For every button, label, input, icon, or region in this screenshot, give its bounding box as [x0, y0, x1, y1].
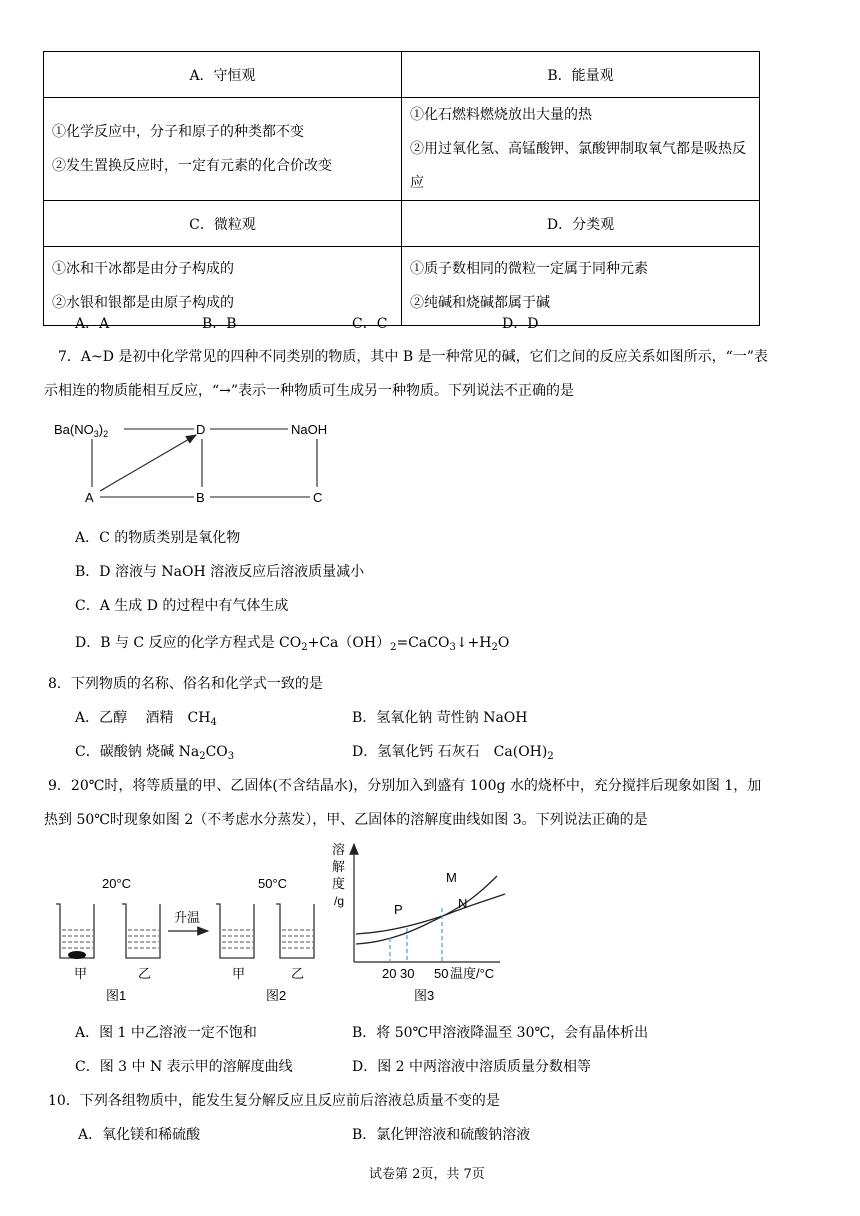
q10-option-a[interactable]: A．氧化镁和稀硫酸 [78, 1127, 201, 1143]
cell-line: ②纯碱和烧碱都属于碱 [410, 295, 550, 311]
xtick-50: 50 [434, 966, 449, 981]
table-header-d: D．分类观 [402, 201, 760, 247]
label-n: N [458, 896, 468, 911]
caption-fig1: 图1 [106, 988, 127, 1003]
ylabel-char: /g [334, 894, 345, 908]
q9-stem-line2: 热到 50℃时现象如图 2（不考虑水分蒸发），甲、乙固体的溶解度曲线如图 3。下列说法正确的是 [44, 812, 648, 828]
beaker-jia-fig1 [56, 904, 94, 958]
caption-fig2: 图2 [266, 988, 287, 1003]
q7-stem-line1: 7．A~D 是初中化学常见的四种不同类别的物质，其中 B 是一种常见的碱，它们之间的反应关系如图所示，“一”表 [58, 349, 768, 365]
q9-option-c[interactable]: C．图 3 中 N 表示甲的溶解度曲线 [75, 1059, 293, 1075]
q8-option-d[interactable]: D．氢氧化钙 石灰石 $Ca(OH)_2$ [352, 744, 554, 762]
q7-option-d[interactable]: D．B 与 C 反应的化学方程式是 $CO_2+Ca(OH)_2=CaCO_3↓+H_2O$ [75, 635, 510, 653]
table-header-b: B．能量观 [402, 52, 760, 98]
q9-option-a[interactable]: A．图 1 中乙溶液一定不饱和 [75, 1025, 257, 1041]
cell-line: ②水银和银都是由原子构成的 [52, 295, 234, 311]
label-yi-fig1: 乙 [138, 966, 152, 981]
label-p: P [394, 902, 403, 917]
q8-stem: 8．下列物质的名称、俗名和化学式一致的是 [48, 676, 323, 692]
node-b: B [196, 490, 205, 505]
q9-stem-line1: 9．20℃时，将等质量的甲、乙固体(不含结晶水)，分别加入到盛有 100g 水的烧杯中，充分搅拌后现象如图 1，加 [48, 778, 762, 794]
curve-m [356, 876, 497, 944]
undissolved-solid-icon [68, 951, 86, 959]
label-20c: 20°C [102, 876, 132, 891]
xtick-20: 20 [382, 966, 397, 981]
beaker-jia-fig2 [216, 904, 254, 958]
table-cell-a [44, 98, 402, 201]
cell-line: ①质子数相同的微粒一定属于同种元素 [410, 261, 648, 277]
q7-option-c[interactable]: C．A 生成 D 的过程中有气体生成 [75, 598, 289, 614]
cell-line: ①化学反应中，分子和原子的种类都不变 [52, 124, 304, 140]
label-jia-fig1: 甲 [74, 966, 88, 981]
q8-option-c[interactable]: C．碳酸钠 烧碱 $Na_2CO_3$ [75, 744, 235, 762]
q6-option-a[interactable]: A．A [75, 316, 110, 332]
q10-option-b[interactable]: B．氯化钾溶液和硫酸钠溶液 [352, 1127, 531, 1143]
q7-stem-line2: 示相连的物质能相互反应，“→”表示一种物质可生成另一种物质。下列说法不正确的是 [44, 383, 575, 399]
table-cell-b [402, 98, 760, 201]
caption-fig3: 图3 [414, 988, 435, 1003]
label-heat: 升温 [174, 910, 201, 925]
cell-line: ①化石燃料燃烧放出大量的热 [410, 107, 592, 123]
q6-table [43, 51, 760, 326]
cell-line: ②发生置换反应时，一定有元素的化合价改变 [52, 158, 332, 174]
q8-option-a[interactable]: A．乙醇 酒精 $CH_4$ [75, 710, 217, 728]
node-d: D [196, 422, 206, 437]
table-cell-d [402, 247, 760, 326]
q8-option-b[interactable]: B．氢氧化钠 苛性钠 NaOH [352, 710, 528, 726]
table-header-a: A．守恒观 [44, 52, 402, 98]
beaker-yi-fig2 [276, 904, 314, 958]
page-footer: 试卷第 2页，共 7页 [369, 1167, 485, 1182]
cell-line: ①冰和干冰都是由分子构成的 [52, 261, 234, 277]
q6-option-b[interactable]: B．B [202, 316, 237, 332]
q10-stem: 10．下列各组物质中，能发生复分解反应且反应前后溶液总质量不变的是 [48, 1093, 500, 1109]
xtick-30: 30 [400, 966, 415, 981]
node-a: A [85, 490, 94, 505]
q6-option-d[interactable]: D．D [502, 316, 539, 332]
q9-option-b[interactable]: B．将 50℃甲溶液降温至 30℃，会有晶体析出 [352, 1025, 649, 1041]
label-m: M [446, 870, 457, 885]
label-yi-fig2: 乙 [291, 966, 305, 981]
arrow-a-to-d [100, 435, 196, 491]
q7-option-a[interactable]: A．C 的物质类别是氧化物 [75, 530, 241, 546]
curve-n [356, 894, 505, 934]
q7-reaction-diagram [50, 415, 350, 510]
q7-option-b[interactable]: B．D 溶液与 NaOH 溶液反应后溶液质量减小 [75, 564, 365, 580]
node-ba-no3-2: $Ba(NO_3)_2$ [54, 422, 109, 439]
ylabel-char: 溶 [332, 842, 346, 857]
xlabel: 温度/°C [450, 966, 495, 981]
label-50c: 50°C [258, 876, 288, 891]
q6-option-c[interactable]: C．C [352, 316, 388, 332]
node-naoh: NaOH [291, 422, 328, 437]
q9-figures [50, 838, 510, 1008]
q9-option-d[interactable]: D．图 2 中两溶液中溶质质量分数相等 [352, 1059, 592, 1075]
cell-line: ②用过氧化氢、高锰酸钾、氯酸钾制取氧气都是吸热反应 [410, 141, 746, 191]
table-header-c: C．微粒观 [44, 201, 402, 247]
label-jia-fig2: 甲 [232, 966, 246, 981]
ylabel-char: 度 [332, 876, 346, 891]
node-c: C [313, 490, 323, 505]
ylabel-char: 解 [332, 859, 346, 874]
beaker-yi-fig1 [122, 904, 160, 958]
